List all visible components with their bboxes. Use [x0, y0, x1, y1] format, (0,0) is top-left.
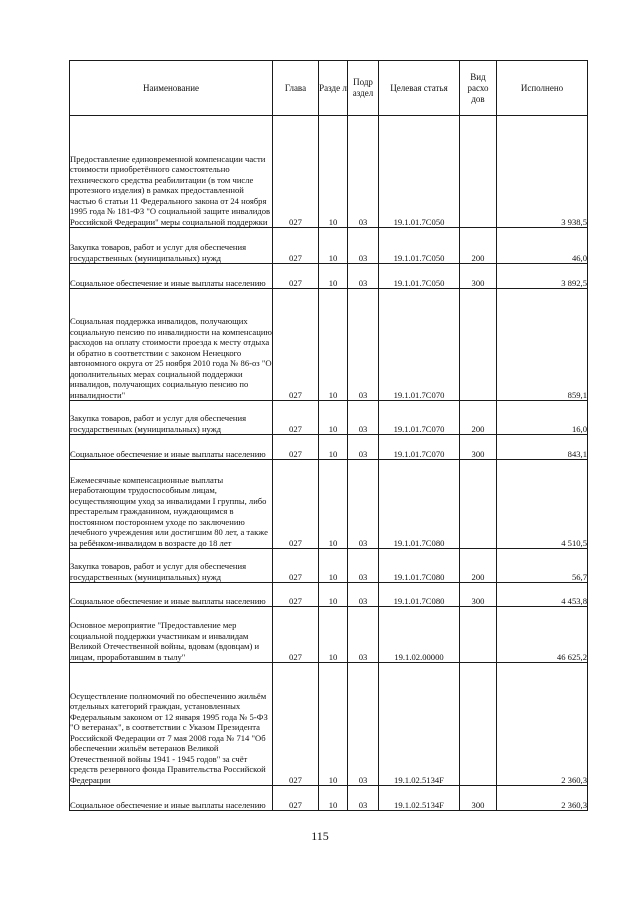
- table-header-row: [70, 61, 588, 116]
- row-subsection: 03: [348, 264, 379, 289]
- table-row: [70, 116, 588, 228]
- row-subsection: 03: [348, 549, 379, 583]
- row-target: 19.1.01.7С070: [379, 435, 460, 460]
- table-row: [70, 663, 588, 786]
- row-executed: 46,0: [497, 228, 588, 264]
- row-executed: 3 892,5: [497, 264, 588, 289]
- row-executed: 4 510,5: [497, 460, 588, 549]
- row-chapter: 027: [273, 228, 319, 264]
- row-executed: 4 453,8: [497, 583, 588, 607]
- row-executed: 2 360,3: [497, 663, 588, 786]
- row-chapter: 027: [273, 583, 319, 607]
- table-row: [70, 264, 588, 289]
- row-target: 19.1.01.7С070: [379, 289, 460, 401]
- row-exp-type: [460, 289, 497, 401]
- row-exp-type: [460, 460, 497, 549]
- row-executed: 859,1: [497, 289, 588, 401]
- row-subsection: 03: [348, 435, 379, 460]
- row-exp-type: 200: [460, 401, 497, 435]
- header-chapter: Глава: [273, 61, 319, 116]
- row-exp-type: 300: [460, 583, 497, 607]
- header-subsection: Подр аздел: [348, 61, 379, 116]
- row-name: Ежемесячные компенсационные выплаты неработающим трудоспособным лицам, осуществляющим уход за инвалидами I группы, либо престарелым гражданином, нуждающимся в постоянном постороннем уходе по заключению лечебного учреждения или достигшим 80 лет, а также за ребёнком-инвалидом в возрасте до 18 лет: [70, 460, 273, 549]
- row-executed: 16,0: [497, 401, 588, 435]
- table-row: [70, 228, 588, 264]
- row-executed: 56,7: [497, 549, 588, 583]
- table-row: [70, 607, 588, 663]
- row-name: Предоставление единовременной компенсации части стоимости приобретённого самостоятельно технического средства реабилитации (в том числе протезного изделия) в рамках предоставленной частью 6 статьи 11 Федерального закона от 24 ноября 1995 года № 181-ФЗ "О социальной защите инвалидов Российской Федерации" меры социальной поддержки: [70, 116, 273, 228]
- row-exp-type: [460, 663, 497, 786]
- row-name: Закупка товаров, работ и услуг для обеспечения государственных (муниципальных) нужд: [70, 549, 273, 583]
- row-section: 10: [319, 607, 348, 663]
- row-name: Социальное обеспечение и иные выплаты населению: [70, 786, 273, 811]
- table-row: [70, 435, 588, 460]
- row-subsection: 03: [348, 607, 379, 663]
- budget-table: [69, 60, 588, 811]
- table-row: [70, 549, 588, 583]
- row-section: 10: [319, 786, 348, 811]
- row-chapter: 027: [273, 460, 319, 549]
- row-exp-type: 300: [460, 435, 497, 460]
- header-target: Целевая статья: [379, 61, 460, 116]
- header-exp-type: Вид расхо дов: [460, 61, 497, 116]
- header-name: Наименование: [70, 61, 273, 116]
- row-exp-type: 200: [460, 228, 497, 264]
- row-target: 19.1.02.5134F: [379, 786, 460, 811]
- row-name: Социальное обеспечение и иные выплаты населению: [70, 583, 273, 607]
- row-executed: 3 938,5: [497, 116, 588, 228]
- row-executed: 843,1: [497, 435, 588, 460]
- row-section: 10: [319, 460, 348, 549]
- row-chapter: 027: [273, 786, 319, 811]
- row-target: 19.1.01.7С050: [379, 116, 460, 228]
- row-chapter: 027: [273, 264, 319, 289]
- row-chapter: 027: [273, 549, 319, 583]
- row-name: Социальное обеспечение и иные выплаты населению: [70, 264, 273, 289]
- row-section: 10: [319, 583, 348, 607]
- row-executed: 2 360,3: [497, 786, 588, 811]
- table-row: [70, 401, 588, 435]
- table-row: [70, 289, 588, 401]
- row-section: 10: [319, 663, 348, 786]
- row-name: Осуществление полномочий по обеспечению жильём отдельных категорий граждан, установленных Федеральным законом от 12 января 1995 года № 5-ФЗ "О ветеранах", в соответствии с Указом Президента Российской Федерации от 7 мая 2008 года № 714 "Об обеспечении жильём ветеранов Великой Отечественной войны 1941 - 1945 годов" за счёт средств резервного фонда Правительства Российской Федерации: [70, 663, 273, 786]
- row-target: 19.1.01.7С080: [379, 583, 460, 607]
- row-exp-type: 200: [460, 549, 497, 583]
- row-target: 19.1.01.7С080: [379, 549, 460, 583]
- row-subsection: 03: [348, 583, 379, 607]
- table-row: [70, 786, 588, 811]
- row-section: 10: [319, 228, 348, 264]
- row-target: 19.1.01.7С050: [379, 228, 460, 264]
- row-chapter: 027: [273, 116, 319, 228]
- row-section: 10: [319, 401, 348, 435]
- row-target: 19.1.01.7С050: [379, 264, 460, 289]
- row-target: 19.1.01.7С080: [379, 460, 460, 549]
- row-exp-type: [460, 116, 497, 228]
- row-name: Закупка товаров, работ и услуг для обеспечения государственных (муниципальных) нужд: [70, 228, 273, 264]
- row-name: Основное мероприятие "Предоставление мер социальной поддержки участникам и инвалидам Великой Отечественной войны, вдовам (вдовцам) и лицам, проработавшим в тылу": [70, 607, 273, 663]
- header-section: Разде л: [319, 61, 348, 116]
- row-chapter: 027: [273, 607, 319, 663]
- row-section: 10: [319, 289, 348, 401]
- row-exp-type: [460, 607, 497, 663]
- row-subsection: 03: [348, 786, 379, 811]
- row-subsection: 03: [348, 289, 379, 401]
- row-chapter: 027: [273, 663, 319, 786]
- row-subsection: 03: [348, 116, 379, 228]
- row-executed: 46 625,2: [497, 607, 588, 663]
- row-subsection: 03: [348, 401, 379, 435]
- row-target: 19.1.01.7С070: [379, 401, 460, 435]
- row-chapter: 027: [273, 289, 319, 401]
- row-target: 19.1.02.00000: [379, 607, 460, 663]
- row-section: 10: [319, 116, 348, 228]
- row-name: Социальная поддержка инвалидов, получающих социальную пенсию по инвалидности на компенсацию расходов на оплату стоимости проезда к месту отдыха и обратно в соответствии с законом Ненецкого автономного округа от 25 ноября 2010 года № 86-оз "О дополнительных мерах социальной поддержки инвалидов, получающих социальную пенсию по инвалидности": [70, 289, 273, 401]
- row-subsection: 03: [348, 663, 379, 786]
- header-executed: Исполнено: [497, 61, 588, 116]
- row-name: Закупка товаров, работ и услуг для обеспечения государственных (муниципальных) нужд: [70, 401, 273, 435]
- row-name: Социальное обеспечение и иные выплаты населению: [70, 435, 273, 460]
- row-subsection: 03: [348, 460, 379, 549]
- page-number: 115: [311, 829, 329, 843]
- table-row: [70, 460, 588, 549]
- row-section: 10: [319, 264, 348, 289]
- row-subsection: 03: [348, 228, 379, 264]
- row-exp-type: 300: [460, 264, 497, 289]
- row-exp-type: 300: [460, 786, 497, 811]
- row-target: 19.1.02.5134F: [379, 663, 460, 786]
- row-section: 10: [319, 435, 348, 460]
- table-row: [70, 583, 588, 607]
- row-chapter: 027: [273, 401, 319, 435]
- row-section: 10: [319, 549, 348, 583]
- row-chapter: 027: [273, 435, 319, 460]
